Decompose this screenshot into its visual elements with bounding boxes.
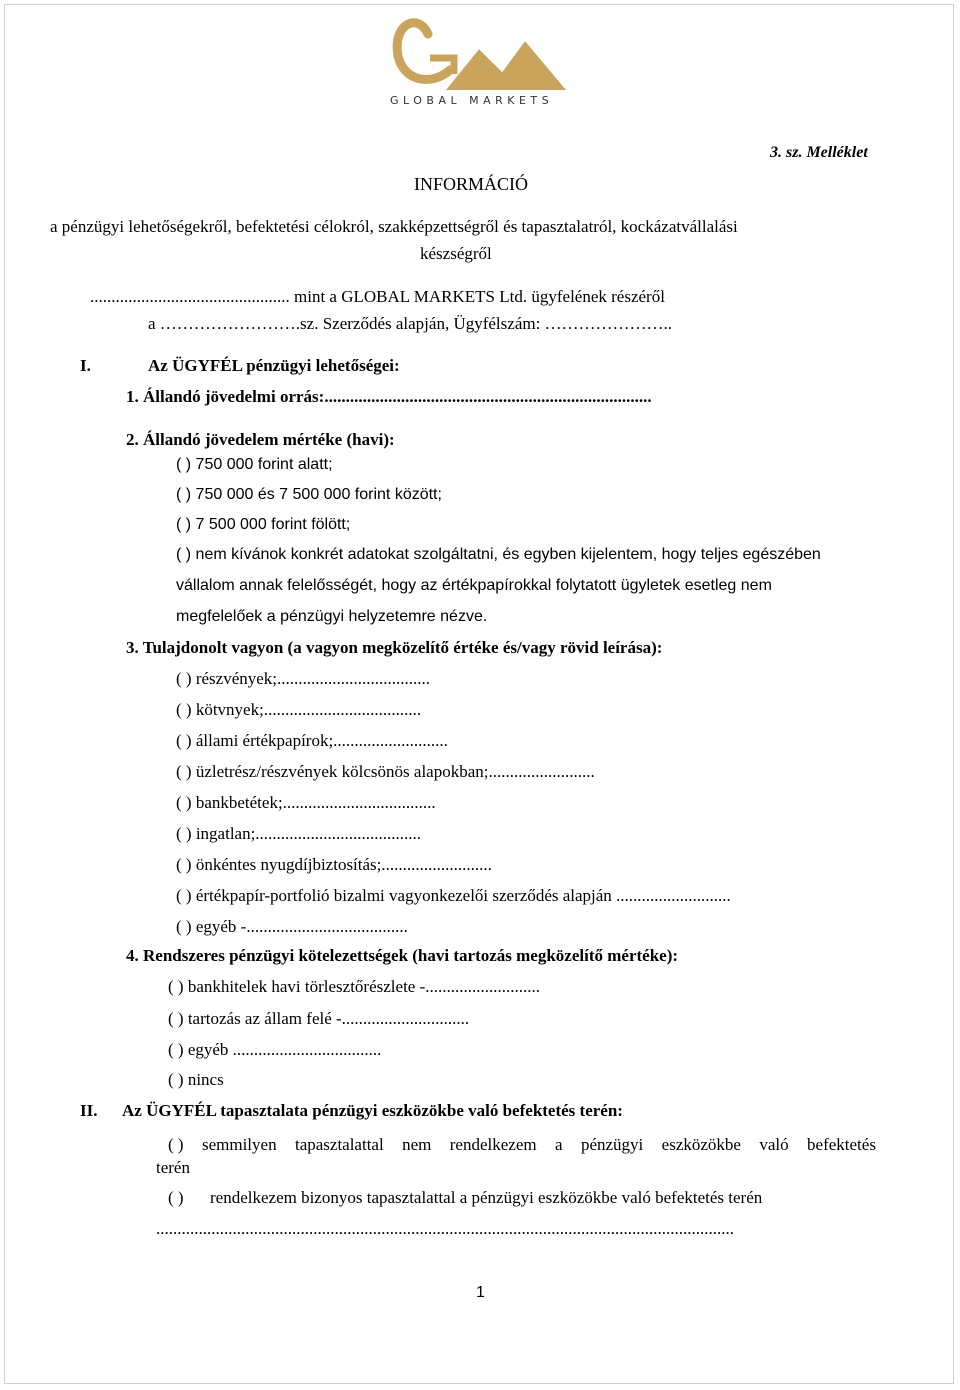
item-3-heading: 3. Tulajdonolt vagyon (a vagyon megközelítő értéke és/vagy rövid leírása): <box>126 638 663 657</box>
assets-option[interactable]: ( ) bankbetétek;.................................... <box>176 793 436 812</box>
experience-option-word: befektetés <box>807 1135 876 1154</box>
obligation-option[interactable]: ( ) bankhitelek havi törlesztőrészlete -........................... <box>168 977 540 996</box>
page-border <box>4 4 954 1384</box>
client-line-1: ............................................... mint a GLOBAL MARKETS Ltd. ügyfelének részéről <box>90 287 665 306</box>
client-line-2: a …………………….sz. Szerződés alapján, Ügyfélszám: ………………….. <box>148 314 673 333</box>
item-2-heading: 2. Állandó jövedelem mértéke (havi): <box>126 430 395 449</box>
section-1-numeral: I. <box>80 356 91 375</box>
experience-option-some-text: rendelkezem bizonyos tapasztalattal a pénzügyi eszközökbe való befektetés terén <box>210 1188 763 1207</box>
assets-option[interactable]: ( ) kötvnyek;..................................... <box>176 700 422 719</box>
section-2-heading: Az ÜGYFÉL tapasztalata pénzügyi eszközökbe való befektetés terén: <box>122 1101 623 1120</box>
experience-option-word: semmilyen <box>201 1135 277 1154</box>
obligation-option[interactable]: ( ) tartozás az állam felé -.............................. <box>168 1009 470 1028</box>
experience-option-word: eszközökbe <box>661 1135 741 1154</box>
experience-option-mark: ( ) <box>168 1135 184 1154</box>
experience-details-dots[interactable]: ........................................................................................................................................ <box>156 1219 734 1238</box>
assets-option[interactable]: ( ) üzletrész/részvények kölcsönös alapokban;......................... <box>176 762 595 781</box>
assets-option[interactable]: ( ) állami értékpapírok;........................... <box>176 731 448 750</box>
experience-option-none[interactable] <box>168 1135 876 1155</box>
experience-option-none-cont: terén <box>156 1158 190 1177</box>
income-decline-line-3: megfelelőek a pénzügyi helyzetemre nézve. <box>176 608 488 625</box>
assets-option[interactable]: ( ) részvények;.................................... <box>176 669 431 688</box>
item-1-income-source: 1. Állandó jövedelmi orrás:............................................................................. <box>126 387 652 406</box>
income-option[interactable]: ( ) 7 500 000 forint fölött; <box>176 516 351 533</box>
subtitle-line-1: a pénzügyi lehetőségekről, befektetési célokról, szakképzettségről és tapasztalatról, kockázatvállalási <box>50 217 738 236</box>
section-1-heading: Az ÜGYFÉL pénzügyi lehetőségei: <box>148 356 400 375</box>
income-option[interactable]: ( ) 750 000 és 7 500 000 forint között; <box>176 486 442 503</box>
experience-option-some-mark[interactable]: ( ) <box>168 1188 184 1207</box>
assets-option[interactable]: ( ) ingatlan;....................................... <box>176 824 422 843</box>
income-option[interactable]: ( ) 750 000 forint alatt; <box>176 456 333 473</box>
experience-option-word: tapasztalattal <box>294 1135 384 1154</box>
experience-option-word: való <box>759 1135 789 1154</box>
experience-option-word: rendelkezem <box>449 1135 537 1154</box>
assets-option[interactable]: ( ) értékpapír-portfolió bizalmi vagyonkezelői szerződés alapján ........................... <box>176 886 731 905</box>
section-2-numeral: II. <box>80 1101 98 1120</box>
experience-option-word: a <box>555 1135 563 1154</box>
obligation-option[interactable]: ( ) nincs <box>168 1070 224 1089</box>
income-decline-line-2: vállalom annak felelősségét, hogy az értékpapírokkal folytatott ügyletek esetleg nem <box>176 577 772 594</box>
obligation-option[interactable]: ( ) egyéb ................................... <box>168 1040 382 1059</box>
document-title: INFORMÁCIÓ <box>414 174 529 194</box>
subtitle-line-2: készségről <box>420 244 492 263</box>
annex-label: 3. sz. Melléklet <box>770 144 868 161</box>
item-4-heading: 4. Rendszeres pénzügyi kötelezettségek (havi tartozás megközelítő mértéke): <box>126 946 679 965</box>
experience-option-word: nem <box>402 1135 432 1154</box>
assets-option[interactable]: ( ) egyéb -...................................... <box>176 917 408 936</box>
assets-option[interactable]: ( ) önkéntes nyugdíjbiztosítás;.......................... <box>176 855 492 874</box>
experience-option-word: pénzügyi <box>580 1135 644 1154</box>
income-decline-option[interactable]: ( ) nem kívánok konkrét adatokat szolgáltatni, és egyben kijelentem, hogy teljes egészében <box>176 546 821 563</box>
page-number: 1 <box>476 1284 485 1301</box>
logo-brand-text: GLOBAL MARKETS <box>390 94 554 107</box>
